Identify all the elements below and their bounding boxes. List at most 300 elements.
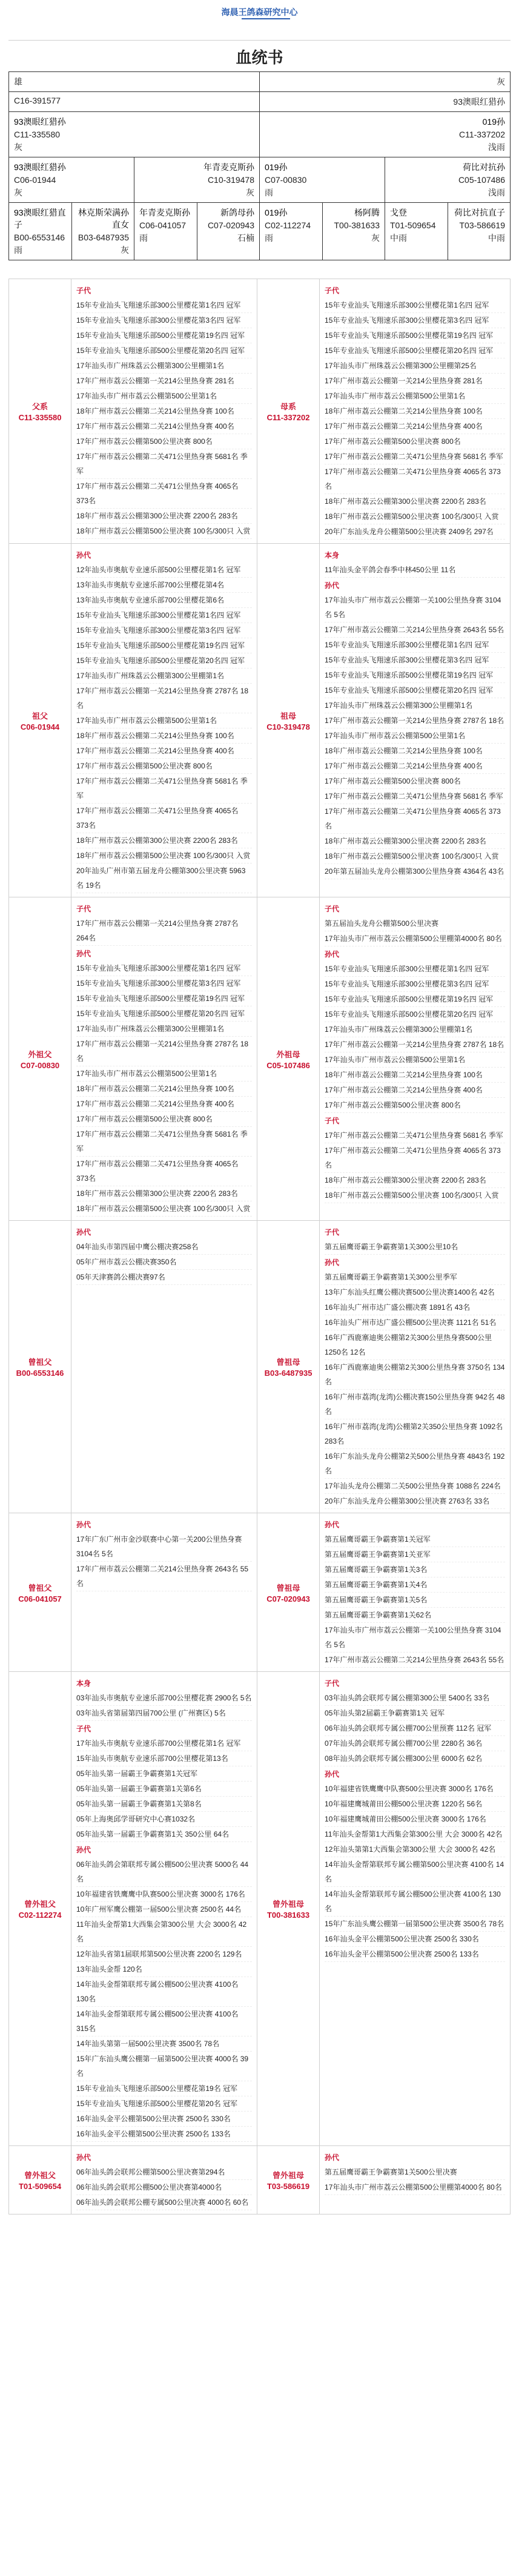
race-record: 05年汕头第2届霸王争霸赛第1关 冠军 xyxy=(325,1706,505,1721)
grandparent-color: 雨 xyxy=(265,188,273,197)
pedigree-row-2 xyxy=(9,92,510,112)
generation-heading: 本身 xyxy=(325,551,340,560)
race-record: 17年广州市荔云公棚第二关471公里热身赛 5681名 季军 xyxy=(325,1128,505,1143)
great-grandparent-color: 灰 xyxy=(121,245,129,255)
ancestor-label-cell xyxy=(257,279,320,544)
ancestor-ring-number: C07-00830 xyxy=(20,1060,60,1070)
race-record: 17年广州市荔云公棚第二关214公里热身赛 400名 xyxy=(76,419,252,434)
ancestor-role: 曾外祖母 xyxy=(273,2171,305,2180)
race-record: 06年汕头鸽会联邦专属公棚700公里预赛 112名 冠军 xyxy=(325,1721,505,1736)
race-record: 16年广西鹿寨迪奥公棚第2关300公里热身赛 3750名 134名 xyxy=(325,1360,505,1390)
race-record: 17年汕头市广州市荔云公棚第500公里棚第4000名 80名 xyxy=(325,2180,505,2195)
ancestor-record-row xyxy=(9,544,511,897)
race-record: 18年广州市荔云公棚第500公里决赛 100名/300只 入赏 xyxy=(325,509,505,524)
race-record: 第五届鹰哥霸王争霸赛第1关4名 xyxy=(325,1577,505,1593)
race-record: 10年广州军鹰公棚第一届500公里决赛 2500名 44名 xyxy=(76,1902,252,1917)
race-record: 17年广州市荔云公棚第二关214公里热身赛 400名 xyxy=(325,419,505,434)
race-record: 16年广西鹿寨迪奥公棚第2关300公里热身赛500公里 1250名 12名 xyxy=(325,1330,505,1360)
race-record: 17年汕头市广州珠荔云公棚第300公里棚第1名 xyxy=(325,698,505,713)
great-grandparent-ring: T01-509654 xyxy=(390,220,436,230)
race-record: 17年广州市荔云公棚第一关214公里热身赛 2787名 18名 xyxy=(325,713,505,728)
self-ring-cell xyxy=(9,92,260,111)
grandparent-name: 019孙 xyxy=(265,162,288,172)
sire-name: 93澳眼红猎孙 xyxy=(14,117,66,127)
ancestor-role: 祖母 xyxy=(280,711,297,721)
race-record: 15年专业汕头飞翔速乐部300公里樱花第1名四 冠军 xyxy=(76,608,252,623)
race-record: 05年汕头第一届霸王争霸赛第1关第8名 xyxy=(76,1797,252,1812)
grandparent-name: 荷比对抗孙 xyxy=(463,162,505,172)
grandparent-name: 93澳眼红猎孙 xyxy=(14,162,66,172)
race-record: 14年汕头金帮第联邦专属公棚500公里决赛 4100名 130名 xyxy=(76,1977,252,2007)
race-record: 第五届鹰哥霸王争霸赛第1关亚军 xyxy=(325,1547,505,1562)
ancestor-ring-number: C05-107486 xyxy=(266,1060,310,1070)
ancestor-ring-number: T00-381633 xyxy=(266,1911,310,1920)
race-record: 18年广州市荔云公棚第二关214公里热身赛 100名 xyxy=(76,728,252,744)
race-record: 17年广州市荔云公棚第二关214公里热身赛 400名 xyxy=(76,1097,252,1112)
race-record: 第五届鹰哥霸王争霸赛第1关5名 xyxy=(325,1593,505,1608)
race-record: 15年专业汕头飞翔速乐部500公里樱花第19名四 冠军 xyxy=(325,328,505,343)
race-record: 15年广东汕头鹰公棚第一届第500公里决赛 4000名 39名 xyxy=(76,2052,252,2081)
grandparent-color: 灰 xyxy=(14,188,22,197)
race-record: 17年广州市荔云公棚第二关471公里热身赛 4065名 373名 xyxy=(76,1157,252,1186)
race-record: 18年广州市荔云公棚第二关214公里热身赛 100名 xyxy=(325,744,505,759)
grandparent-ring: C07-00830 xyxy=(265,175,307,185)
generation-heading: 孙代 xyxy=(325,2153,340,2162)
pedigree-chart xyxy=(8,71,511,260)
race-record: 第五届鹰哥霸王争霸赛第1关62名 xyxy=(325,1608,505,1623)
generation-heading: 本身 xyxy=(76,1679,91,1688)
great-grandparent-ring: T00-381633 xyxy=(334,220,380,230)
ancestor-records-cell xyxy=(71,279,257,544)
grandparent-ring: C10-319478 xyxy=(207,175,254,185)
race-record: 15年专业汕头飞翔速乐部500公里樱花第19名四 冠军 xyxy=(76,328,252,343)
self-lineage-cell xyxy=(260,92,510,111)
ancestor-role: 祖父 xyxy=(31,711,48,721)
race-record: 15年专业汕头飞翔速乐部500公里樱花第19名 冠军 xyxy=(76,2081,252,2096)
race-record: 17年汕头市奥航专业速乐部700公里樱花第1名 冠军 xyxy=(76,1736,252,1751)
grandparent-cell xyxy=(260,157,385,202)
race-record: 05年汕头第一届霸王争霸赛第1关 350公里 64名 xyxy=(76,1827,252,1842)
race-record: 17年广州市荔云公棚第二关471公里热身赛 4065名 373名 xyxy=(76,479,252,509)
race-record: 17年广州市荔云公棚第500公里决赛 800名 xyxy=(325,774,505,789)
ancestor-ring-number: B03-6487935 xyxy=(264,1369,312,1378)
race-record: 18年广州市荔云公棚第500公里决赛 100名/300只 入赏 xyxy=(325,849,505,864)
generation-heading: 孙代 xyxy=(76,949,91,958)
race-record: 18年广州市荔云公棚第300公里决赛 2200名 283名 xyxy=(76,1186,252,1201)
dam-ring: C11-337202 xyxy=(458,130,505,139)
grandparent-color: 浅雨 xyxy=(488,188,505,197)
generation-heading: 孙代 xyxy=(325,1258,340,1267)
great-grandparent-color: 中雨 xyxy=(390,233,407,243)
grandparent-color: 灰 xyxy=(246,188,254,197)
race-record: 17年广州市荔云公棚第二关214公里热身赛 2643名 55名 xyxy=(76,1562,252,1591)
race-record: 17年广州市荔云公棚第二关214公里热身赛 2643名 55名 xyxy=(325,1653,505,1668)
ancestor-role: 曾祖父 xyxy=(28,1583,52,1593)
pedigree-row-self xyxy=(9,72,510,92)
race-record: 16年汕头广州市达广盛公棚500公里决赛 1121名 51名 xyxy=(325,1315,505,1330)
ancestor-ring-number: C02-112274 xyxy=(18,1911,62,1920)
race-record: 15年专业汕头飞翔速乐部300公里樱花第1名四 冠军 xyxy=(76,298,252,313)
great-grandparent-cell xyxy=(134,203,197,260)
race-record: 15年专业汕头飞翔速乐部500公里樱花第20名 冠军 xyxy=(76,2096,252,2112)
race-record: 第五届鹰哥霸王争霸赛第1关300公里10名 xyxy=(325,1240,505,1255)
ancestor-label-cell xyxy=(257,544,320,897)
race-record: 06年汕头鸽会联邦公棚500公里决赛第4000名 xyxy=(76,2180,252,2195)
sire-color: 灰 xyxy=(14,142,22,152)
race-record: 15年汕头市奥航专业速乐部700公里樱花第13名 xyxy=(76,1751,252,1766)
great-grandparent-name: 杨阿腾 xyxy=(354,208,380,217)
race-record: 17年广州市荔云公棚第二关471公里热身赛 5681名 季军 xyxy=(325,449,505,464)
race-record: 17年汕头市广州珠荔云公棚第300公里棚第25名 xyxy=(325,358,505,374)
race-record: 17年广州市荔云公棚第二关471公里热身赛 5681名 季军 xyxy=(76,774,252,804)
generation-heading: 子代 xyxy=(325,1228,340,1237)
pedigree-row-grandparents xyxy=(9,157,510,203)
race-record: 17年广州市荔云公棚第500公里决赛 800名 xyxy=(76,759,252,774)
generation-heading: 子代 xyxy=(76,286,91,295)
race-record: 17年广州市荔云公棚第一关214公里热身赛 2787名 18名 xyxy=(76,684,252,713)
race-record: 20年第五届汕头龙舟公棚第300公里热身赛 4364名 43名 xyxy=(325,864,505,879)
race-record: 08年汕头鸽会联邦专属公棚300公里 6000名 62名 xyxy=(325,1751,505,1766)
race-record: 18年广州市荔云公棚第二关214公里热身赛 100名 xyxy=(325,1068,505,1083)
ancestor-label-cell xyxy=(257,2146,320,2214)
great-grandparent-ring: B00-6553146 xyxy=(14,233,65,242)
race-record: 17年广州市荔云公棚第二关471公里热身赛 5681名 季军 xyxy=(76,449,252,479)
generation-heading: 孙代 xyxy=(325,581,340,590)
ancestor-record-row xyxy=(9,897,511,1221)
race-record: 05年汕头第一届霸王争霸赛第1关第6名 xyxy=(76,1782,252,1797)
great-grandparent-name: 戈登 xyxy=(390,208,407,217)
self-cell xyxy=(9,72,260,91)
race-record: 15年专业汕头飞翔速乐部500公里樱花第20名四 冠军 xyxy=(325,343,505,358)
great-grandparent-ring: C07-020943 xyxy=(207,220,254,230)
great-grandparent-name: 93澳眼红猎直子 xyxy=(14,208,66,230)
race-record: 06年汕头鸽会联邦公棚第500公里决赛第294名 xyxy=(76,2165,252,2180)
ancestor-label-cell xyxy=(9,2146,71,2214)
ancestor-records-cell xyxy=(320,1221,511,1513)
race-record: 20年广东汕头龙舟公棚第500公里决赛 2409名 297名 xyxy=(325,524,505,540)
race-record: 13年汕头金帮 120名 xyxy=(76,1962,252,1977)
race-record: 17年汕头市广州市荔云公棚第500公里第1名 xyxy=(76,389,252,404)
performance-records-table xyxy=(8,279,511,2214)
race-record: 17年广州市荔云公棚第一关214公里热身赛 281名 xyxy=(76,374,252,389)
race-record: 10年福建省铁鹰鹰中队赛500公里决赛 3000名 176名 xyxy=(325,1782,505,1797)
race-record: 17年汕头市广州市荔云公棚第500公里棚第4000名 80名 xyxy=(325,931,505,946)
race-record: 17年汕头市广州市荔云公棚第500公里第1名 xyxy=(325,389,505,404)
pedigree-row-parents xyxy=(9,112,510,157)
great-grandparent-cell xyxy=(323,203,386,260)
ancestor-record-row xyxy=(9,1672,511,2146)
dam-cell xyxy=(260,112,510,157)
site-title: 海晨王鸽森研究中心 xyxy=(221,7,298,17)
great-grandparent-color: 灰 xyxy=(371,233,380,243)
ancestor-records-cell xyxy=(320,279,511,544)
race-record: 17年汕头市广州市荔云公棚第一关100公里热身赛 3104名 5名 xyxy=(325,1623,505,1653)
race-record: 17年广州市荔云公棚第一关214公里热身赛 2787名 18名 xyxy=(325,1037,505,1052)
race-record: 16年汕头金平公棚第500公里决赛 2500名 330名 xyxy=(76,2112,252,2127)
generation-heading: 孙代 xyxy=(76,551,91,560)
ancestor-records-cell xyxy=(71,1221,257,1513)
race-record: 18年广州市荔云公棚第300公里决赛 2200名 283名 xyxy=(76,833,252,848)
race-record: 07年汕头鸽会联邦专属公棚700公里 2280名 36名 xyxy=(325,1736,505,1751)
grandparent-cell xyxy=(9,157,134,202)
race-record: 14年汕头第第一届500公里决赛 3500名 78名 xyxy=(76,2036,252,2052)
race-record: 15年专业汕头飞翔速乐部500公里樱花第20名四 冠军 xyxy=(76,343,252,358)
race-record: 16年汕头广州市达广盛公棚决赛 1891名 43名 xyxy=(325,1300,505,1315)
ancestor-role: 外祖母 xyxy=(276,1049,300,1059)
race-record: 15年专业汕头飞翔速乐部300公里樱花第1名四 冠军 xyxy=(325,298,505,313)
document-title: 血统书 xyxy=(236,48,283,67)
race-record: 15年专业汕头飞翔速乐部300公里樱花第3名四 冠军 xyxy=(325,977,505,992)
generation-heading: 孙代 xyxy=(325,1770,340,1778)
ancestor-ring-number: C10-319478 xyxy=(266,722,310,732)
race-record: 14年汕头金帮第联邦专属公棚500公里决赛 4100名 315名 xyxy=(76,2007,252,2036)
race-record: 16年汕头金平公棚第500公里决赛 2500名 133名 xyxy=(325,1947,505,1962)
performance-records-body xyxy=(9,279,511,2214)
race-record: 11年汕头金帮第1大西集会第300公里 大会 3000名 42名 xyxy=(325,1827,505,1842)
ancestor-records-cell xyxy=(320,1672,511,2146)
ancestor-record-row xyxy=(9,1221,511,1513)
race-record: 05年汕头第一届霸王争霸赛第1关冠军 xyxy=(76,1766,252,1782)
race-record: 13年汕头市奥航专业速乐部700公里樱花第4名 xyxy=(76,578,252,593)
great-grandparent-cell xyxy=(448,203,511,260)
race-record: 15年专业汕头飞翔速乐部500公里樱花第20名四 冠军 xyxy=(325,683,505,698)
race-record: 15年专业汕头飞翔速乐部500公里樱花第19名四 冠军 xyxy=(325,992,505,1007)
race-record: 16年广州市荔湾(龙湾)公棚第2关350公里热身赛 1092名 283名 xyxy=(325,1419,505,1449)
race-record: 17年广州市荔云公棚第500公里决赛 800名 xyxy=(76,1112,252,1127)
race-record: 第五届鹰哥霸王争霸赛第1关冠军 xyxy=(325,1532,505,1547)
ancestor-ring-number: C11-337202 xyxy=(266,413,310,422)
race-record: 15年专业汕头飞翔速乐部500公里樱花第20名四 冠军 xyxy=(76,1006,252,1022)
race-record: 18年广州市荔云公棚第500公里决赛 100名/300只 入赏 xyxy=(76,1201,252,1217)
ancestor-label-cell xyxy=(9,1221,71,1513)
race-record: 10年福建鹰城莆田公棚500公里决赛 3000名 176名 xyxy=(325,1812,505,1827)
race-record: 18年广州市荔云公棚第二关214公里热身赛 100名 xyxy=(325,404,505,419)
great-grandparent-cell xyxy=(9,203,72,260)
grandparent-ring: C05-107486 xyxy=(458,175,505,185)
pedigree-row-great-grandparents xyxy=(9,203,510,260)
race-record: 17年广州市荔云公棚第一关214公里热身赛 281名 xyxy=(325,374,505,389)
race-record: 17年广东广州市金沙联赛中心第一关200公里热身赛 3104名 5名 xyxy=(76,1532,252,1562)
great-grandparent-cell xyxy=(197,203,260,260)
generation-heading: 子代 xyxy=(325,1679,340,1688)
race-record: 18年广州市荔云公棚第二关214公里热身赛 100名 xyxy=(76,1082,252,1097)
ancestor-role: 曾祖父 xyxy=(28,1358,52,1367)
ancestor-role: 曾外祖父 xyxy=(24,2171,56,2180)
ancestor-record-row xyxy=(9,2146,511,2214)
great-grandparent-cell xyxy=(385,203,448,260)
ancestor-role: 父系 xyxy=(31,402,48,411)
race-record: 15年专业汕头飞翔速乐部300公里樱花第1名四 冠军 xyxy=(325,638,505,653)
race-record: 05年天津赛鸽公棚决赛97名 xyxy=(76,1270,252,1285)
race-record: 18年广州市荔云公棚第300公里决赛 2200名 283名 xyxy=(76,509,252,524)
ancestor-ring-number: C07-020943 xyxy=(266,1594,310,1603)
footer-spacer xyxy=(8,2214,511,2227)
ancestor-records-cell xyxy=(71,544,257,897)
section-spacer xyxy=(8,260,511,279)
race-record: 20年汕头广州市第五届龙舟公棚第300公里决赛 5963名 19名 xyxy=(76,864,252,893)
race-record: 17年汕头市广州珠荔云公棚第300公里棚第1名 xyxy=(76,1022,252,1037)
race-record: 15年专业汕头飞翔速乐部500公里樱花第20名四 冠军 xyxy=(76,653,252,669)
race-record: 15年专业汕头飞翔速乐部300公里樱花第1名四 冠军 xyxy=(325,962,505,977)
great-grandparent-name: 荷比对抗直子 xyxy=(454,208,505,217)
ancestor-records-cell xyxy=(71,1672,257,2146)
race-record: 15年专业汕头飞翔速乐部300公里樱花第3名四 冠军 xyxy=(76,623,252,638)
ancestor-role: 曾祖母 xyxy=(276,1358,300,1367)
race-record: 17年汕头市广州市荔云公棚第500公里第1名 xyxy=(325,1052,505,1068)
great-grandparent-name: 年青麦克斯孙 xyxy=(139,208,190,217)
grandparent-name: 年青麦克斯孙 xyxy=(203,162,254,172)
race-record: 第五届鹰哥霸王争霸赛第1关500公里决赛 xyxy=(325,2165,505,2180)
race-record: 05年上海奥邱学哥研究中心赛1032名 xyxy=(76,1812,252,1827)
sire-cell xyxy=(9,112,260,157)
generation-heading: 孙代 xyxy=(76,1521,91,1529)
race-record: 17年广州市荔云公棚第二关214公里热身赛 400名 xyxy=(325,1083,505,1098)
race-record: 12年汕头省第1届联邦第500公里决赛 2200名 129名 xyxy=(76,1947,252,1962)
race-record: 17年广州市荔云公棚第二关214公里热身赛 400名 xyxy=(325,759,505,774)
great-grandparent-color: 雨 xyxy=(265,233,273,243)
ancestor-records-cell xyxy=(71,2146,257,2214)
great-grandparent-cell xyxy=(72,203,135,260)
ancestor-label-cell xyxy=(9,544,71,897)
race-record: 15年专业汕头飞翔速乐部500公里樱花第20名四 冠军 xyxy=(325,1007,505,1022)
ancestor-label-cell xyxy=(257,1513,320,1672)
great-grandparent-ring: B03-6487935 xyxy=(78,233,129,242)
race-record: 13年汕头市奥航专业速乐部700公里樱花第6名 xyxy=(76,593,252,608)
race-record: 20年广东汕头龙舟公棚第300公里决赛 2763名 33名 xyxy=(325,1494,505,1509)
race-record: 15年专业汕头飞翔速乐部300公里樱花第1名四 冠军 xyxy=(76,961,252,976)
self-color-cell xyxy=(260,72,510,91)
race-record: 18年广州市荔云公棚第300公里决赛 2200名 283名 xyxy=(325,834,505,849)
race-record: 17年广州市荔云公棚第500公里决赛 800名 xyxy=(76,434,252,449)
race-record: 17年广州市荔云公棚第二关471公里热身赛 4065名 373名 xyxy=(76,804,252,833)
race-record: 03年汕头市奥航专业速乐部700公里樱花赛 2900名 5名 xyxy=(76,1691,252,1706)
great-grandparent-ring: T03-586619 xyxy=(459,220,505,230)
site-header xyxy=(8,0,511,41)
great-grandparent-color: 雨 xyxy=(139,233,148,243)
race-record: 10年福建省铁鹰鹰中队赛500公里决赛 3000名 176名 xyxy=(76,1887,252,1902)
race-record: 15年广东汕头鹰公棚第一届第500公里决赛 3500名 78名 xyxy=(325,1917,505,1932)
ancestor-records-cell xyxy=(71,897,257,1221)
great-grandparent-ring: C06-041057 xyxy=(139,220,187,230)
ancestor-label-cell xyxy=(9,279,71,544)
generation-heading: 子代 xyxy=(325,905,340,913)
self-label: 雄 xyxy=(14,77,22,87)
race-record: 第五届汕头龙舟公棚第500公里决赛 xyxy=(325,916,505,931)
ancestor-ring-number: C06-041057 xyxy=(18,1594,62,1603)
ancestor-role: 曾祖母 xyxy=(276,1583,300,1593)
ancestor-role: 外祖父 xyxy=(28,1049,52,1059)
generation-heading: 孙代 xyxy=(325,1521,340,1529)
race-record: 17年汕头市广州市荔云公棚第500公里第1名 xyxy=(76,713,252,728)
ancestor-records-cell xyxy=(320,1513,511,1672)
ancestor-label-cell xyxy=(9,1672,71,2146)
ancestor-label-cell xyxy=(257,1672,320,2146)
ancestor-role: 母系 xyxy=(280,402,297,411)
race-record: 15年专业汕头飞翔速乐部300公里樱花第3名四 冠军 xyxy=(76,313,252,328)
race-record: 14年汕头金帮第联邦专属公棚第500公里决赛 4100名 14名 xyxy=(325,1857,505,1887)
generation-heading: 孙代 xyxy=(76,1846,91,1854)
great-grandparent-name: 林克斯荣满孙直女 xyxy=(78,208,129,230)
ancestor-role: 曾外祖母 xyxy=(273,1900,305,1909)
race-record: 15年专业汕头飞翔速乐部500公里樱花第19名四 冠军 xyxy=(76,991,252,1006)
great-grandparent-ring: C02-112274 xyxy=(265,220,311,230)
race-record: 11年汕头金平鸽会春季中林450公里 11名 xyxy=(325,563,505,578)
race-record: 17年广州市荔云公棚第一关214公里热身赛 2787名 18名 xyxy=(76,1037,252,1066)
generation-heading: 孙代 xyxy=(325,950,340,959)
race-record: 18年广州市荔云公棚第300公里决赛 2200名 283名 xyxy=(325,494,505,509)
race-record: 12年汕头第第1大西集会第300公里 大会 3000名 42名 xyxy=(325,1842,505,1857)
race-record: 16年广东汕头龙舟公棚第2关500公里热身赛 4843名 192名 xyxy=(325,1449,505,1479)
ancestor-ring-number: T01-509654 xyxy=(18,2182,62,2191)
race-record: 05年广州市荔云公棚决赛350名 xyxy=(76,1255,252,1270)
generation-heading: 孙代 xyxy=(76,2153,91,2162)
race-record: 15年专业汕头飞翔速乐部500公里樱花第19名四 冠军 xyxy=(325,668,505,683)
race-record: 18年广州市荔云公棚第500公里决赛 100名/300只 入赏 xyxy=(325,1188,505,1203)
race-record: 第五届鹰哥霸王争霸赛第1关300公里季军 xyxy=(325,1270,505,1285)
race-record: 18年广州市荔云公棚第500公里决赛 100名/300只 入赏 xyxy=(76,848,252,864)
ancestor-records-cell xyxy=(320,544,511,897)
sire-ring: C11-335580 xyxy=(14,130,61,139)
race-record: 15年专业汕头飞翔速乐部500公里樱花第19名四 冠军 xyxy=(76,638,252,653)
great-grandparent-name: 新鸽母孙 xyxy=(220,208,254,217)
ancestor-label-cell xyxy=(257,1221,320,1513)
ancestor-ring-number: C06-01944 xyxy=(20,722,60,732)
race-record: 17年汕头市广州市荔云公棚第500公里第1名 xyxy=(76,1066,252,1082)
race-record: 17年广州市荔云公棚第二关214公里热身赛 400名 xyxy=(76,744,252,759)
race-record: 17年广州市荔云公棚第二关471公里热身赛 4065名 373名 xyxy=(325,464,505,494)
ancestor-ring-number: B00-6553146 xyxy=(16,1369,64,1378)
ancestor-label-cell xyxy=(9,897,71,1221)
ancestor-record-row xyxy=(9,279,511,544)
dam-color: 浅雨 xyxy=(488,142,505,152)
self-lineage: 93澳眼红猎孙 xyxy=(453,97,505,107)
race-record: 17年汕头市广州珠荔云公棚第300公里棚第1名 xyxy=(76,669,252,684)
race-record: 04年汕头市第四届中鹰公棚决赛258名 xyxy=(76,1240,252,1255)
race-record: 18年广州市荔云公棚第二关214公里热身赛 100名 xyxy=(76,404,252,419)
self-color: 灰 xyxy=(497,77,505,87)
great-grandparent-cell xyxy=(260,203,323,260)
grandparent-ring: C06-01944 xyxy=(14,175,56,185)
race-record: 06年汕头鸽会第联邦专属公棚500公里决赛 5000名 44名 xyxy=(76,1857,252,1887)
race-record: 17年汕头龙舟公棚第二关500公里热身赛 1088名 224名 xyxy=(325,1479,505,1494)
race-record: 14年汕头金帮第联邦专属公棚500公里决赛 4100名 130名 xyxy=(325,1887,505,1917)
race-record: 16年广州市荔湾(龙湾)公棚决赛150公里热身赛 942名 48名 xyxy=(325,1390,505,1419)
generation-heading: 孙代 xyxy=(76,1228,91,1237)
ancestor-record-row xyxy=(9,1513,511,1672)
race-record: 17年汕头市广州珠荔云公棚第300公里棚第1名 xyxy=(325,1022,505,1037)
ancestor-ring-number: T03-586619 xyxy=(266,2182,310,2191)
ancestor-label-cell xyxy=(257,897,320,1221)
great-grandparent-color: 石楠 xyxy=(237,233,254,243)
race-record: 15年专业汕头飞翔速乐部300公里樱花第3名四 冠军 xyxy=(325,313,505,328)
grandparent-cell xyxy=(134,157,260,202)
race-record: 15年专业汕头飞翔速乐部300公里樱花第3名四 冠军 xyxy=(76,976,252,991)
title-underline xyxy=(242,18,290,19)
ancestor-records-cell xyxy=(320,897,511,1221)
generation-heading: 子代 xyxy=(325,1117,340,1125)
ancestor-records-cell xyxy=(71,1513,257,1672)
race-record: 第五届鹰哥霸王争霸赛第1关3名 xyxy=(325,1562,505,1577)
race-record: 11年汕头金帮第1大西集会第300公里 大会 3000名 42名 xyxy=(76,1917,252,1947)
race-record: 17年汕头市广州市荔云公棚第500公里第1名 xyxy=(325,728,505,744)
race-record: 17年广州市荔云公棚第一关214公里热身赛 2787名 264名 xyxy=(76,916,252,946)
great-grandparent-name: 019孙 xyxy=(265,208,288,217)
race-record: 16年汕头金平公棚第500公里决赛 2500名 133名 xyxy=(76,2127,252,2142)
race-record: 17年汕头市广州珠荔云公棚第300公里棚第1名 xyxy=(76,358,252,374)
race-record: 17年广州市荔云公棚第500公里决赛 800名 xyxy=(325,434,505,449)
grandparent-cell xyxy=(385,157,510,202)
race-record: 13年广东汕头红鹰公棚决赛500公里决赛1400名 42名 xyxy=(325,1285,505,1300)
